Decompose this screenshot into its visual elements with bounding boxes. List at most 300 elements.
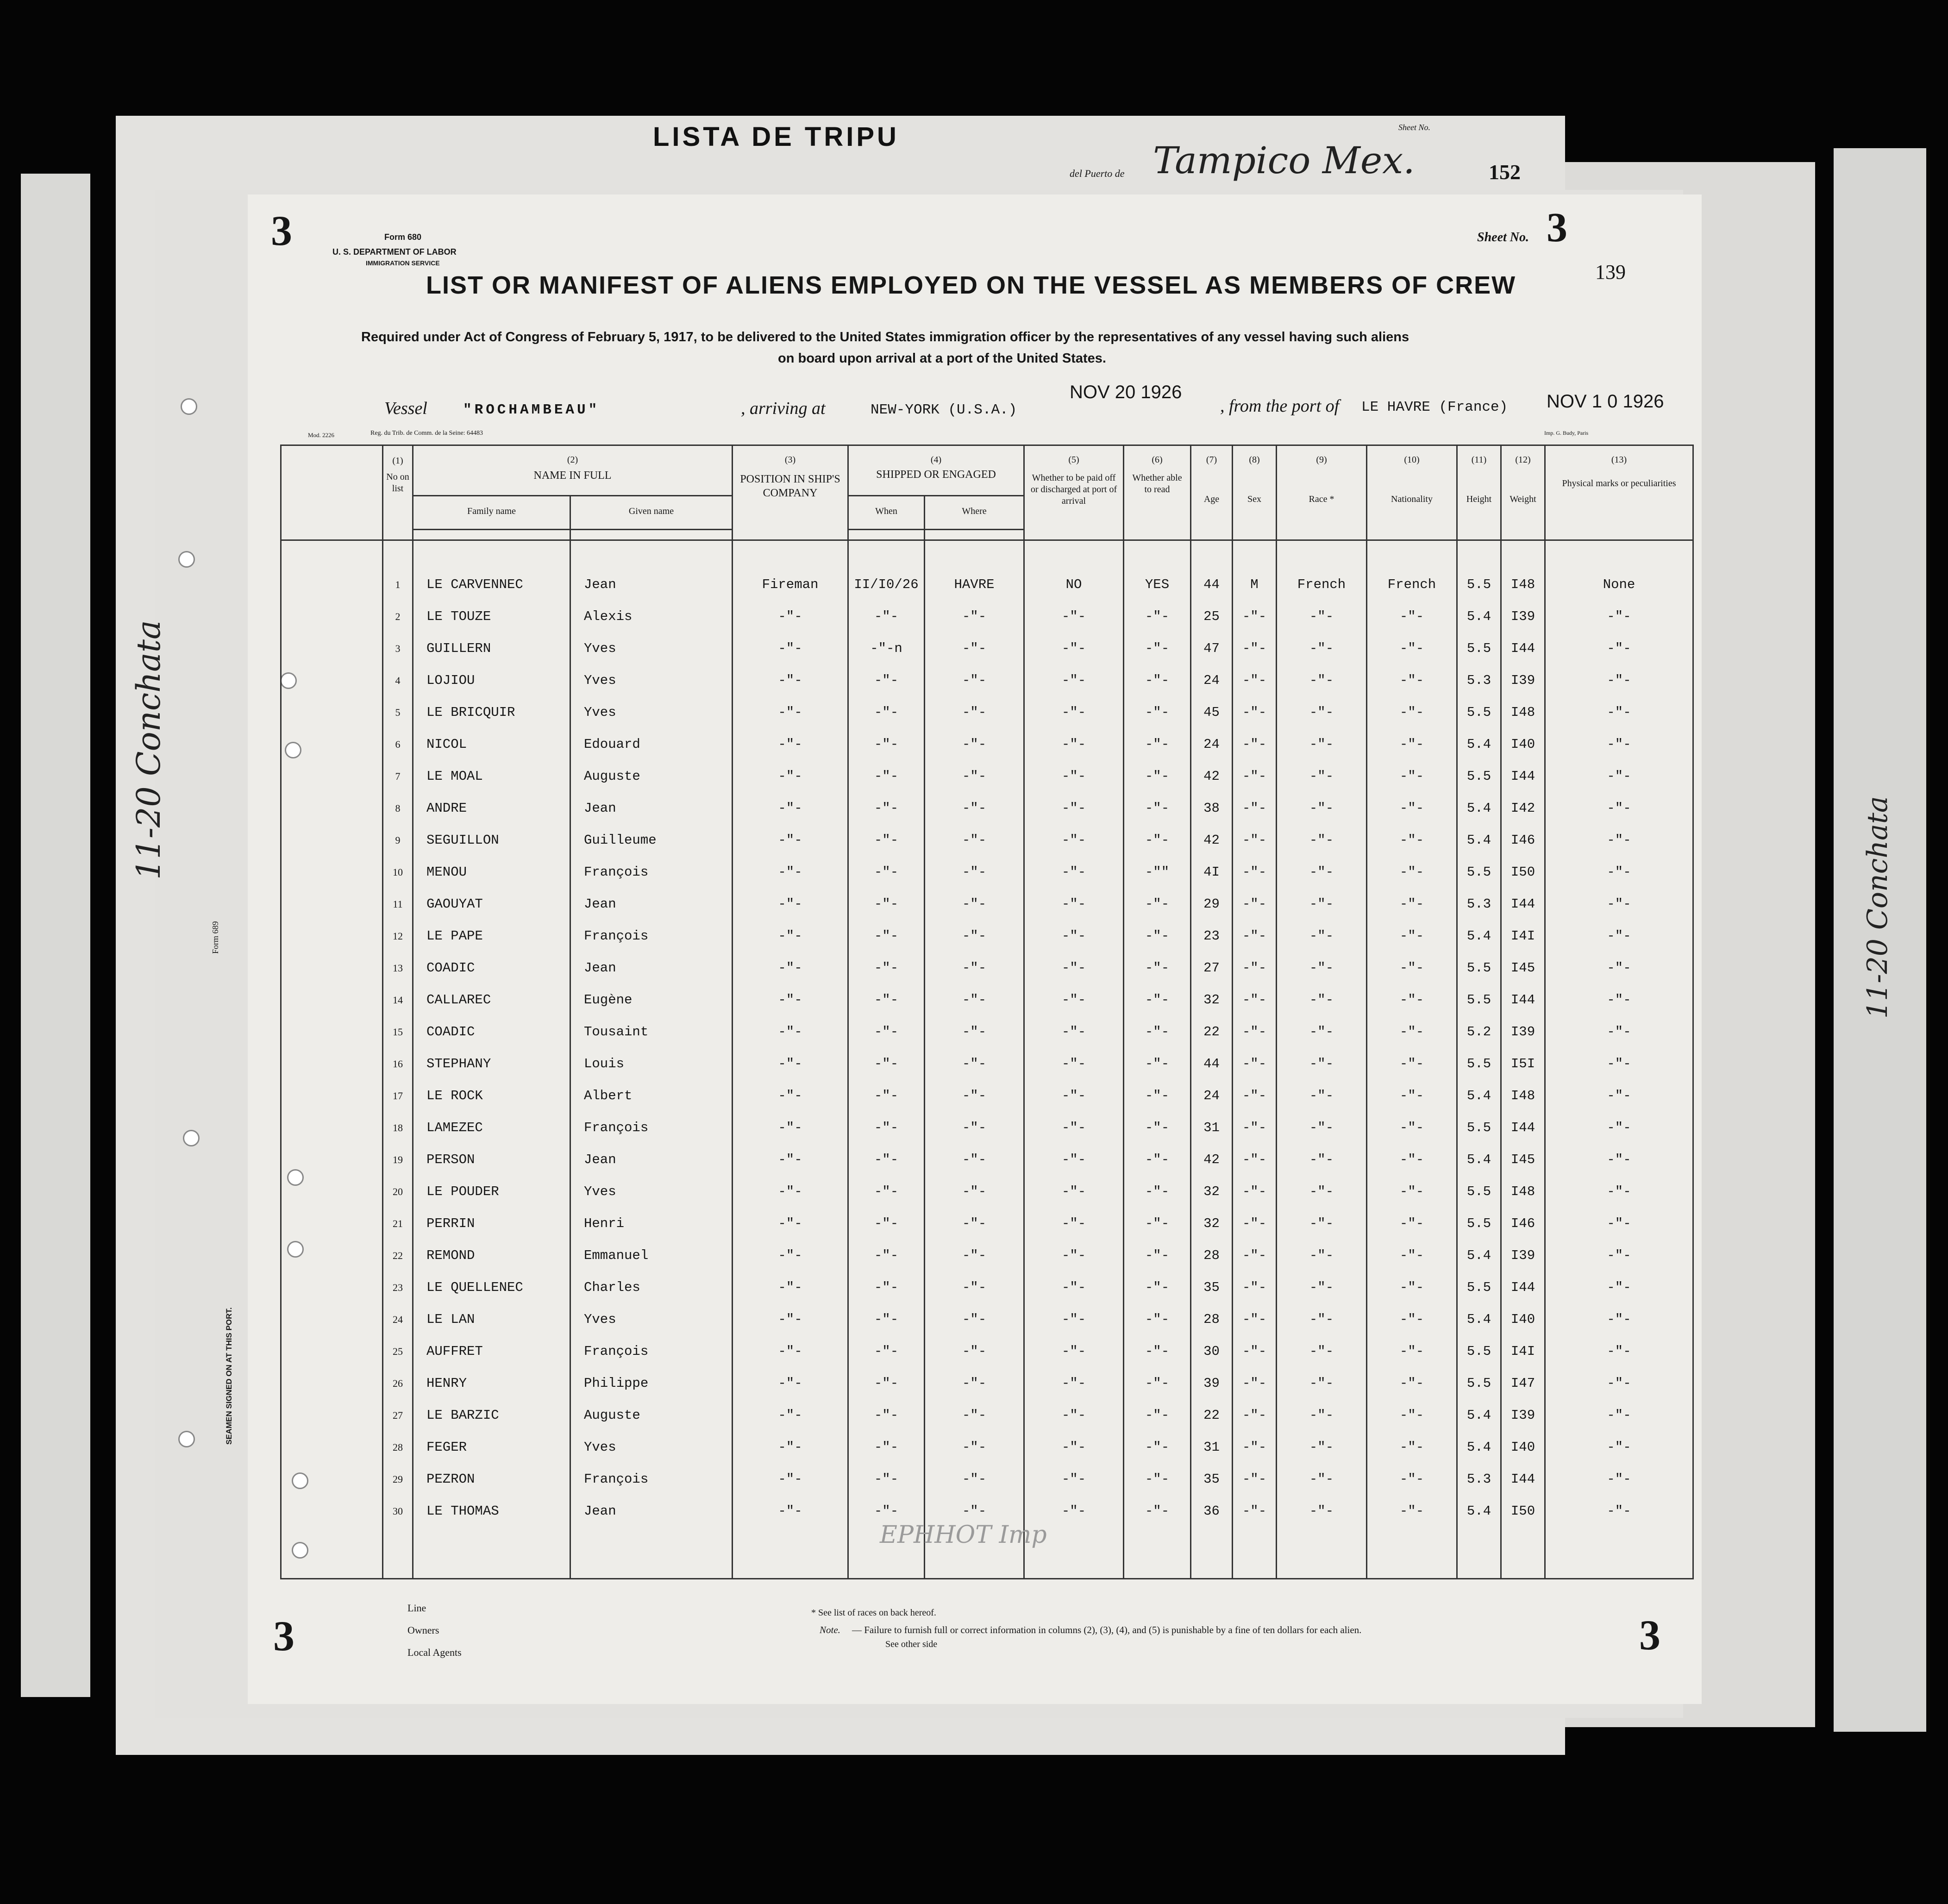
cell-given: Auguste xyxy=(570,1399,733,1431)
cell-weight: I39 xyxy=(1501,1399,1545,1431)
cell-marks: -"- xyxy=(1545,1112,1693,1144)
cell-paid: -"- xyxy=(1024,1016,1124,1048)
cell-family: LE MOAL xyxy=(413,760,570,792)
col-marks-header xyxy=(1545,445,1693,540)
blank-cell xyxy=(281,1271,383,1303)
col-race-header xyxy=(1277,445,1367,540)
cell-no: 1 xyxy=(383,569,413,601)
cell-when: -"- xyxy=(848,1431,925,1463)
crew-manifest-table xyxy=(280,445,1694,1579)
printer: Imp. G. Budy, Paris xyxy=(1544,430,1589,436)
cell-position: -"- xyxy=(733,1144,848,1176)
cell-when: -"- xyxy=(848,952,925,984)
col-read-header xyxy=(1124,445,1191,540)
cell-when: II/I0/26 xyxy=(848,569,925,601)
cell-position: -"- xyxy=(733,984,848,1016)
cell-where: -"- xyxy=(925,856,1024,888)
cell-given: Philippe xyxy=(570,1367,733,1399)
blank-cell xyxy=(281,664,383,696)
cell-height: 5.5 xyxy=(1457,1208,1501,1240)
cell-position: -"- xyxy=(733,728,848,760)
col-label: Age xyxy=(1203,494,1220,504)
cell-read: -"" xyxy=(1124,856,1191,888)
cell-read: -"- xyxy=(1124,1463,1191,1495)
cell-sex: M xyxy=(1233,569,1277,601)
col-number: (7) xyxy=(1206,455,1217,465)
cell-age: 25 xyxy=(1191,601,1233,633)
blank-cell xyxy=(281,920,383,952)
cell-marks: -"- xyxy=(1545,1208,1693,1240)
cell-no: 24 xyxy=(383,1303,413,1335)
col-label: NAME IN FULL xyxy=(533,470,612,482)
cell-weight: I44 xyxy=(1501,760,1545,792)
cell-nat: -"- xyxy=(1367,601,1457,633)
cell-sex: -"- xyxy=(1233,1495,1277,1527)
cell-paid: -"- xyxy=(1024,1208,1124,1240)
end-cell xyxy=(1367,1527,1457,1579)
end-cell xyxy=(1457,1527,1501,1579)
col-label: Nationality xyxy=(1391,494,1433,504)
cell-where: -"- xyxy=(925,1176,1024,1208)
cell-when: -"- xyxy=(848,1080,925,1112)
cell-race: -"- xyxy=(1277,1048,1367,1080)
footer-owners-label: Owners xyxy=(407,1624,439,1636)
cell-read: -"- xyxy=(1124,1335,1191,1367)
cell-where: -"- xyxy=(925,1240,1024,1271)
cell-paid: -"- xyxy=(1024,1335,1124,1367)
cell-paid: -"- xyxy=(1024,1495,1124,1527)
crew-row xyxy=(281,1335,1693,1367)
cell-marks: -"- xyxy=(1545,1463,1693,1495)
col-number: (8) xyxy=(1249,455,1260,465)
cell-weight: I45 xyxy=(1501,952,1545,984)
cell-family: GUILLERN xyxy=(413,633,570,664)
cell-read: -"- xyxy=(1124,760,1191,792)
end-cell xyxy=(1233,1527,1277,1579)
cell-sex: -"- xyxy=(1233,1463,1277,1495)
cell-family: COADIC xyxy=(413,952,570,984)
punch-hole xyxy=(178,1431,195,1447)
cell-race: -"- xyxy=(1277,888,1367,920)
col-label: Sex xyxy=(1247,494,1261,504)
cell-family: PERRIN xyxy=(413,1208,570,1240)
cell-nat: -"- xyxy=(1367,824,1457,856)
cell-position: -"- xyxy=(733,1016,848,1048)
cell-weight: I45 xyxy=(1501,1144,1545,1176)
cell-age: 42 xyxy=(1191,760,1233,792)
cell-sex: -"- xyxy=(1233,601,1277,633)
cell-nat: -"- xyxy=(1367,696,1457,728)
cell-race: -"- xyxy=(1277,1271,1367,1303)
left-margin-form: Form 689 xyxy=(211,921,220,954)
cell-when: -"- xyxy=(848,1271,925,1303)
col-height-header xyxy=(1457,445,1501,540)
cell-marks: -"- xyxy=(1545,1144,1693,1176)
cell-no: 14 xyxy=(383,984,413,1016)
cell-given: François xyxy=(570,1112,733,1144)
cell-height: 5.5 xyxy=(1457,984,1501,1016)
cell-weight: I42 xyxy=(1501,792,1545,824)
cell-sex: -"- xyxy=(1233,696,1277,728)
col-given-header: Given name xyxy=(570,496,733,530)
cell-race: -"- xyxy=(1277,856,1367,888)
cell-marks: -"- xyxy=(1545,1048,1693,1080)
cell-paid: -"- xyxy=(1024,664,1124,696)
blank-cell xyxy=(281,1335,383,1367)
cell-where: -"- xyxy=(925,633,1024,664)
page-subtitle-line-2: on board upon arrival at a port of the United States. xyxy=(778,351,1106,366)
cell-no: 16 xyxy=(383,1048,413,1080)
cell-sex: -"- xyxy=(1233,856,1277,888)
cell-no: 12 xyxy=(383,920,413,952)
cell-where: -"- xyxy=(925,1367,1024,1399)
col-number: (6) xyxy=(1152,455,1163,465)
cell-paid: -"- xyxy=(1024,920,1124,952)
col-paid-off-header xyxy=(1024,445,1124,540)
cell-paid: -"- xyxy=(1024,633,1124,664)
spacer-cell xyxy=(1457,540,1501,569)
registration: Reg. du Trib. de Comm. de la Seine: 64483 xyxy=(370,430,483,437)
cell-age: 29 xyxy=(1191,888,1233,920)
cell-sex: -"- xyxy=(1233,1112,1277,1144)
cell-when: -"- xyxy=(848,1335,925,1367)
right-margin-handwriting: 11-20 Conchata xyxy=(1861,796,1894,1019)
cell-no: 27 xyxy=(383,1399,413,1431)
cell-no: 9 xyxy=(383,824,413,856)
cell-where: -"- xyxy=(925,1208,1024,1240)
cell-sex: -"- xyxy=(1233,1080,1277,1112)
cell-given: Charles xyxy=(570,1271,733,1303)
cell-when: -"- xyxy=(848,792,925,824)
crew-row xyxy=(281,633,1693,664)
form-number: Form 680 xyxy=(384,232,422,242)
cell-no: 19 xyxy=(383,1144,413,1176)
cell-weight: I44 xyxy=(1501,888,1545,920)
col-shipped-header xyxy=(848,445,1024,496)
cell-given: François xyxy=(570,1463,733,1495)
cell-age: 35 xyxy=(1191,1271,1233,1303)
cell-weight: I39 xyxy=(1501,1016,1545,1048)
crew-row xyxy=(281,1303,1693,1335)
cell-height: 5.3 xyxy=(1457,888,1501,920)
col-label: SHIPPED OR ENGAGED xyxy=(876,469,996,481)
cell-paid: -"- xyxy=(1024,1463,1124,1495)
cell-where: -"- xyxy=(925,792,1024,824)
cell-nat: -"- xyxy=(1367,1367,1457,1399)
cell-family: REMOND xyxy=(413,1240,570,1271)
cell-marks: None xyxy=(1545,569,1693,601)
crew-row xyxy=(281,664,1693,696)
cell-age: 23 xyxy=(1191,920,1233,952)
cell-read: -"- xyxy=(1124,920,1191,952)
cell-race: -"- xyxy=(1277,1112,1367,1144)
cell-family: SEGUILLON xyxy=(413,824,570,856)
cell-family: LE PAPE xyxy=(413,920,570,952)
crew-row xyxy=(281,601,1693,633)
col-weight-header xyxy=(1501,445,1545,540)
end-cell xyxy=(1191,1527,1233,1579)
cell-where: -"- xyxy=(925,1080,1024,1112)
cell-sex: -"- xyxy=(1233,1335,1277,1367)
cell-weight: I4I xyxy=(1501,1335,1545,1367)
cell-sex: -"- xyxy=(1233,1208,1277,1240)
cell-sex: -"- xyxy=(1233,1303,1277,1335)
departure-port: LE HAVRE (France) xyxy=(1361,399,1508,415)
cell-height: 5.4 xyxy=(1457,824,1501,856)
blank-cell xyxy=(281,696,383,728)
cell-height: 5.5 xyxy=(1457,1112,1501,1144)
cell-read: -"- xyxy=(1124,1431,1191,1463)
blank-cell xyxy=(281,952,383,984)
cell-race: -"- xyxy=(1277,1335,1367,1367)
cell-position: -"- xyxy=(733,920,848,952)
crew-row xyxy=(281,1176,1693,1208)
cell-height: 5.4 xyxy=(1457,1240,1501,1271)
cell-age: 32 xyxy=(1191,1208,1233,1240)
cell-age: 32 xyxy=(1191,1176,1233,1208)
cell-where: -"- xyxy=(925,1271,1024,1303)
cell-weight: I48 xyxy=(1501,696,1545,728)
cell-paid: -"- xyxy=(1024,984,1124,1016)
cell-paid: -"- xyxy=(1024,696,1124,728)
col-label: Weight xyxy=(1510,494,1536,504)
cell-height: 5.2 xyxy=(1457,1016,1501,1048)
cell-given: Edouard xyxy=(570,728,733,760)
cell-race: -"- xyxy=(1277,1367,1367,1399)
cell-age: 42 xyxy=(1191,1144,1233,1176)
spacer-cell xyxy=(1191,540,1233,569)
page-subtitle: Required under Act of Congress of February 5, 1917, to be delivered to the United States immigration officer by the representatives of any vessel having such aliens xyxy=(361,330,1409,344)
cell-race: -"- xyxy=(1277,1080,1367,1112)
blank-cell xyxy=(281,1016,383,1048)
cell-given: Yves xyxy=(570,1176,733,1208)
cell-given: Auguste xyxy=(570,760,733,792)
cell-age: 31 xyxy=(1191,1431,1233,1463)
cell-paid: -"- xyxy=(1024,1303,1124,1335)
cell-paid: -"- xyxy=(1024,824,1124,856)
col-number: (5) xyxy=(1068,455,1079,465)
cell-height: 5.4 xyxy=(1457,1303,1501,1335)
cell-age: 28 xyxy=(1191,1240,1233,1271)
cell-paid: -"- xyxy=(1024,601,1124,633)
cell-position: -"- xyxy=(733,1335,848,1367)
cell-race: -"- xyxy=(1277,1495,1367,1527)
arriving-port: NEW-YORK (U.S.A.) xyxy=(871,402,1017,418)
cell-read: -"- xyxy=(1124,696,1191,728)
cell-weight: I44 xyxy=(1501,1112,1545,1144)
cell-paid: -"- xyxy=(1024,1112,1124,1144)
cell-position: -"- xyxy=(733,601,848,633)
back-sheet-no-label: Sheet No. xyxy=(1398,123,1430,132)
cell-given: François xyxy=(570,920,733,952)
cell-marks: -"- xyxy=(1545,633,1693,664)
cell-nat: -"- xyxy=(1367,1080,1457,1112)
cell-where: HAVRE xyxy=(925,569,1024,601)
cell-read: -"- xyxy=(1124,888,1191,920)
cell-given: Jean xyxy=(570,792,733,824)
cell-family: GAOUYAT xyxy=(413,888,570,920)
cell-weight: I50 xyxy=(1501,856,1545,888)
cell-where: -"- xyxy=(925,1303,1024,1335)
cell-no: 21 xyxy=(383,1208,413,1240)
cell-when: -"- xyxy=(848,1144,925,1176)
col-no-header xyxy=(383,445,413,540)
cell-where: -"- xyxy=(925,984,1024,1016)
crew-row xyxy=(281,760,1693,792)
spacer-cell xyxy=(383,540,413,569)
blank-cell xyxy=(281,1176,383,1208)
cell-weight: I50 xyxy=(1501,1495,1545,1527)
end-cell xyxy=(1277,1527,1367,1579)
cell-weight: I48 xyxy=(1501,569,1545,601)
cell-age: 35 xyxy=(1191,1463,1233,1495)
col-label: Physical marks or peculiarities xyxy=(1562,478,1676,489)
spacer-cell xyxy=(1024,540,1124,569)
cell-position: -"- xyxy=(733,1399,848,1431)
end-cell xyxy=(1124,1527,1191,1579)
cell-when: -"- xyxy=(848,664,925,696)
cell-paid: -"- xyxy=(1024,1080,1124,1112)
cell-age: 38 xyxy=(1191,792,1233,824)
cell-height: 5.4 xyxy=(1457,1495,1501,1527)
vessel-label: Vessel xyxy=(384,399,427,418)
cell-weight: I5I xyxy=(1501,1048,1545,1080)
cell-height: 5.4 xyxy=(1457,1080,1501,1112)
cell-nat: -"- xyxy=(1367,1048,1457,1080)
cell-given: Louis xyxy=(570,1048,733,1080)
cell-when: -"- xyxy=(848,1016,925,1048)
cell-sex: -"- xyxy=(1233,1144,1277,1176)
cell-sex: -"- xyxy=(1233,952,1277,984)
crew-row xyxy=(281,920,1693,952)
table-header-row xyxy=(281,445,1693,496)
crew-row xyxy=(281,1208,1693,1240)
cell-position: -"- xyxy=(733,1112,848,1144)
cell-position: -"- xyxy=(733,824,848,856)
cell-no: 6 xyxy=(383,728,413,760)
cell-sex: -"- xyxy=(1233,633,1277,664)
cell-given: Jean xyxy=(570,888,733,920)
cell-when: -"- xyxy=(848,728,925,760)
cell-marks: -"- xyxy=(1545,1176,1693,1208)
cell-given: Alexis xyxy=(570,601,733,633)
cell-when: -"- xyxy=(848,1367,925,1399)
cell-given: Jean xyxy=(570,569,733,601)
spacer-cell xyxy=(1277,540,1367,569)
cell-height: 5.3 xyxy=(1457,664,1501,696)
cell-marks: -"- xyxy=(1545,1080,1693,1112)
from-port-label: , from the port of xyxy=(1220,396,1340,416)
blank-cell xyxy=(281,1240,383,1271)
crew-row xyxy=(281,952,1693,984)
cell-sex: -"- xyxy=(1233,1176,1277,1208)
cell-family: LOJIOU xyxy=(413,664,570,696)
cell-nat: -"- xyxy=(1367,792,1457,824)
cell-given: Henri xyxy=(570,1208,733,1240)
col-label: Race * xyxy=(1309,494,1334,504)
col-when-header: When xyxy=(848,496,925,530)
cell-read: -"- xyxy=(1124,952,1191,984)
cell-marks: -"- xyxy=(1545,984,1693,1016)
cell-given: Yves xyxy=(570,1431,733,1463)
cell-height: 5.4 xyxy=(1457,1431,1501,1463)
blank-cell xyxy=(281,728,383,760)
cell-marks: -"- xyxy=(1545,920,1693,952)
spacer-cell xyxy=(1124,540,1191,569)
cell-weight: I48 xyxy=(1501,1176,1545,1208)
cell-given: François xyxy=(570,856,733,888)
footer-line-label: Line xyxy=(407,1602,426,1614)
cell-where: -"- xyxy=(925,1335,1024,1367)
cell-where: -"- xyxy=(925,824,1024,856)
end-cell xyxy=(733,1527,848,1579)
cell-height: 5.5 xyxy=(1457,856,1501,888)
cell-no: 20 xyxy=(383,1176,413,1208)
cell-sex: -"- xyxy=(1233,664,1277,696)
cell-when: -"-n xyxy=(848,633,925,664)
cell-age: 47 xyxy=(1191,633,1233,664)
cell-when: -"- xyxy=(848,1399,925,1431)
cell-family: FEGER xyxy=(413,1431,570,1463)
cell-nat: -"- xyxy=(1367,856,1457,888)
cell-given: Yves xyxy=(570,664,733,696)
table-spacer-row xyxy=(281,540,1693,569)
page-title: LIST OR MANIFEST OF ALIENS EMPLOYED ON THE VESSEL AS MEMBERS OF CREW xyxy=(426,271,1516,299)
cell-paid: -"- xyxy=(1024,888,1124,920)
crew-row xyxy=(281,1016,1693,1048)
blank-cell xyxy=(281,601,383,633)
cell-no: 5 xyxy=(383,696,413,728)
sheet-no-value: 3 xyxy=(1547,205,1567,251)
cell-age: 27 xyxy=(1191,952,1233,984)
cell-where: -"- xyxy=(925,1399,1024,1431)
col-number: (12) xyxy=(1515,455,1531,465)
cell-marks: -"- xyxy=(1545,824,1693,856)
crew-row xyxy=(281,1271,1693,1303)
cell-paid: -"- xyxy=(1024,1271,1124,1303)
cell-nat: -"- xyxy=(1367,1240,1457,1271)
spacer-cell xyxy=(848,540,925,569)
cell-family: LE THOMAS xyxy=(413,1495,570,1527)
cell-sex: -"- xyxy=(1233,1048,1277,1080)
cell-height: 5.5 xyxy=(1457,1176,1501,1208)
cell-age: 45 xyxy=(1191,696,1233,728)
cell-family: MENOU xyxy=(413,856,570,888)
col-number: (9) xyxy=(1316,455,1327,465)
cell-no: 10 xyxy=(383,856,413,888)
cell-weight: I48 xyxy=(1501,1080,1545,1112)
cell-family: LAMEZEC xyxy=(413,1112,570,1144)
cell-family: LE LAN xyxy=(413,1303,570,1335)
blank-cell xyxy=(281,888,383,920)
cell-no: 3 xyxy=(383,633,413,664)
cell-given: Jean xyxy=(570,1495,733,1527)
cell-race: -"- xyxy=(1277,1431,1367,1463)
cell-family: LE POUDER xyxy=(413,1176,570,1208)
cell-sex: -"- xyxy=(1233,1271,1277,1303)
blank-cell xyxy=(281,1144,383,1176)
cell-position: -"- xyxy=(733,1176,848,1208)
blank-cell xyxy=(281,1431,383,1463)
cell-weight: I44 xyxy=(1501,633,1545,664)
cell-read: -"- xyxy=(1124,1367,1191,1399)
cell-paid: -"- xyxy=(1024,1240,1124,1271)
blank-cell xyxy=(281,760,383,792)
col-number: (10) xyxy=(1404,455,1420,465)
cell-when: -"- xyxy=(848,920,925,952)
col-family-header: Family name xyxy=(413,496,570,530)
col-sex-header xyxy=(1233,445,1277,540)
